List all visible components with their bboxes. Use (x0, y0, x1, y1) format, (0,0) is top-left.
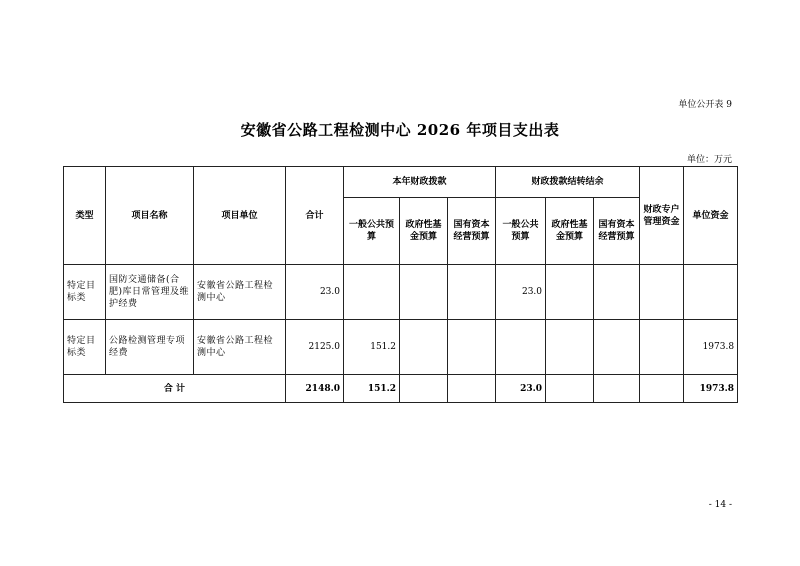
cell-type: 特定目标类 (64, 265, 106, 320)
header-special-account: 财政专户管理资金 (640, 167, 684, 265)
total-co-general: 23.0 (496, 375, 546, 403)
form-number: 单位公开表 9 (678, 100, 732, 110)
expenditure-table (63, 166, 738, 403)
cell-cur-fund (400, 265, 448, 320)
total-cur-general: 151.2 (344, 375, 400, 403)
cell-co-general (496, 320, 546, 375)
header-row-1 (64, 167, 738, 198)
total-co-state (594, 375, 640, 403)
header-co-fund: 政府性基金预算 (546, 198, 594, 265)
cell-org: 安徽省公路工程检测中心 (194, 265, 286, 320)
total-label: 合 计 (64, 375, 286, 403)
total-co-fund (546, 375, 594, 403)
header-co-general: 一般公共预算 (496, 198, 546, 265)
cell-special (640, 265, 684, 320)
cell-cur-general: 151.2 (344, 320, 400, 375)
cell-co-fund (546, 265, 594, 320)
header-current-year-funds: 本年财政拨款 (344, 167, 496, 198)
total-special (640, 375, 684, 403)
cell-co-general: 23.0 (496, 265, 546, 320)
cell-co-state (594, 265, 640, 320)
header-total: 合计 (286, 167, 344, 265)
cell-name: 国防交通储备(合肥)库日常管理及维护经费 (106, 265, 194, 320)
cell-cur-general (344, 265, 400, 320)
header-carryover-funds: 财政拨款结转结余 (496, 167, 640, 198)
header-org: 项目单位 (194, 167, 286, 265)
header-cur-general: 一般公共预算 (344, 198, 400, 265)
header-type: 类型 (64, 167, 106, 265)
header-co-state: 国有资本经营预算 (594, 198, 640, 265)
cell-org: 安徽省公路工程检测中心 (194, 320, 286, 375)
page-number: - 14 - (708, 500, 732, 510)
total-cur-state (448, 375, 496, 403)
header-unit-funds: 单位资金 (684, 167, 738, 265)
page-title: 安徽省公路工程检测中心 2026 年项目支出表 (240, 121, 560, 139)
table-row (64, 320, 738, 375)
cell-type: 特定目标类 (64, 320, 106, 375)
total-unit-funds: 1973.8 (684, 375, 738, 403)
unit-label: 单位：万元 (686, 155, 732, 165)
cell-unit-funds (684, 265, 738, 320)
cell-special (640, 320, 684, 375)
total-row (64, 375, 738, 403)
cell-total: 2125.0 (286, 320, 344, 375)
cell-cur-state (448, 265, 496, 320)
cell-co-fund (546, 320, 594, 375)
table-row (64, 265, 738, 320)
total-total: 2148.0 (286, 375, 344, 403)
cell-name: 公路检测管理专项经费 (106, 320, 194, 375)
cell-co-state (594, 320, 640, 375)
header-name: 项目名称 (106, 167, 194, 265)
header-cur-fund: 政府性基金预算 (400, 198, 448, 265)
header-cur-state: 国有资本经营预算 (448, 198, 496, 265)
cell-cur-state (448, 320, 496, 375)
cell-unit-funds: 1973.8 (684, 320, 738, 375)
cell-total: 23.0 (286, 265, 344, 320)
total-cur-fund (400, 375, 448, 403)
cell-cur-fund (400, 320, 448, 375)
